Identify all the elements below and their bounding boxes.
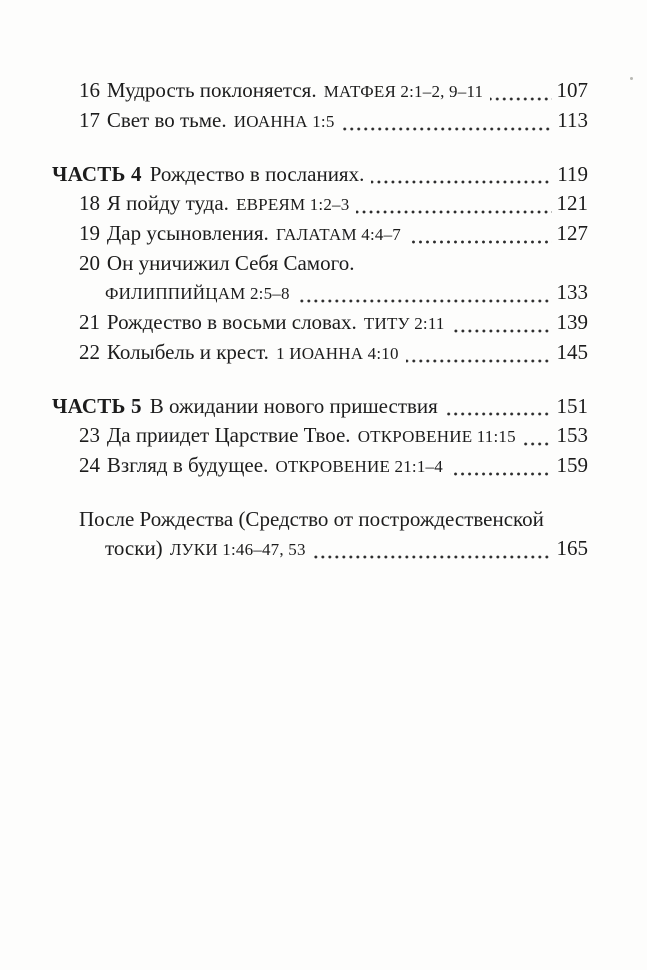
part-label: ЧАСТЬ 4 — [52, 162, 142, 186]
page-number: 133 — [556, 280, 588, 304]
toc-entry-chapter-19 — [52, 219, 588, 249]
page-number: 127 — [556, 221, 588, 245]
part-title: В ожидании нового пришествия — [149, 394, 438, 418]
chapter-number: 19 — [79, 221, 100, 245]
dot-leader — [445, 412, 552, 416]
dot-leader — [313, 555, 552, 559]
scripture-reference: ТИТУ 2:11 — [363, 314, 445, 333]
chapter-number: 17 — [79, 108, 100, 132]
toc-entry-chapter-22 — [52, 338, 588, 368]
entry-title: После Рождества (Средство от построждественской — [79, 507, 544, 531]
dot-leader — [523, 442, 552, 446]
page-number: 153 — [556, 423, 588, 447]
page-number: 119 — [557, 162, 588, 186]
page-number: 165 — [556, 536, 588, 560]
chapter-title: Я пойду туда. — [106, 191, 229, 215]
page-number: 121 — [556, 191, 588, 215]
scripture-reference: ГАЛАТАМ 4:4–7 — [275, 225, 402, 244]
toc-entry-chapter-24 — [52, 451, 588, 481]
scripture-reference: ОТКРОВЕНИЕ 11:15 — [357, 427, 516, 446]
toc-entry-epilogue-continuation — [52, 534, 588, 564]
dot-leader — [408, 240, 551, 244]
toc-entry-chapter-17 — [52, 106, 588, 136]
chapter-title: Взгляд в будущее. — [106, 453, 269, 477]
scripture-reference: ОТКРОВЕНИЕ 21:1–4 — [275, 457, 443, 476]
page-number: 145 — [556, 340, 588, 364]
page-number: 139 — [556, 310, 588, 334]
scripture-reference: МАТФЕЯ 2:1–2, 9–11 — [323, 82, 484, 101]
dot-leader — [356, 210, 551, 214]
chapter-number: 21 — [79, 310, 100, 334]
page-number: 107 — [556, 78, 588, 102]
scripture-reference: ФИЛИППИЙЦАМ 2:5–8 — [105, 284, 290, 303]
scripture-reference: 1 ИОАННА 4:10 — [276, 344, 399, 363]
page-number: 159 — [556, 453, 588, 477]
chapter-title: Дар усыновления. — [106, 221, 269, 245]
scripture-reference: ЛУКИ 1:46–47, 53 — [169, 540, 306, 559]
toc-entry-chapter-20-continuation — [52, 278, 588, 308]
toc-part-heading-4 — [52, 160, 588, 189]
dot-leader — [342, 127, 553, 131]
dot-leader — [452, 329, 552, 333]
toc-part-heading-5 — [52, 392, 588, 421]
toc-entry-chapter-18 — [52, 189, 588, 219]
part-label: ЧАСТЬ 5 — [52, 394, 142, 418]
chapter-title: Рождество в восьми словах. — [106, 310, 357, 334]
toc-entry-chapter-16 — [52, 76, 588, 106]
dot-leader — [371, 180, 552, 184]
page-number: 151 — [556, 394, 588, 418]
chapter-number: 16 — [79, 78, 100, 102]
scripture-reference: ИОАННА 1:5 — [233, 112, 335, 131]
chapter-number: 20 — [79, 251, 100, 275]
dot-leader — [450, 472, 552, 476]
part-title: Рождество в посланиях. — [149, 162, 365, 186]
toc-entry-epilogue — [52, 505, 588, 534]
page-number: 113 — [557, 108, 588, 132]
toc-entry-chapter-20 — [52, 249, 588, 278]
scripture-reference: ЕВРЕЯМ 1:2–3 — [236, 195, 350, 214]
chapter-title: Он уничижил Себя Самого. — [106, 251, 355, 275]
chapter-title: Да приидет Царствие Твое. — [106, 423, 351, 447]
dot-leader — [406, 359, 552, 363]
chapter-title: Колыбель и крест. — [106, 340, 269, 364]
chapter-title: Свет во тьме. — [106, 108, 227, 132]
chapter-number: 18 — [79, 191, 100, 215]
toc-entry-chapter-21 — [52, 308, 588, 338]
chapter-title: Мудрость поклоняется. — [106, 78, 317, 102]
chapter-number: 23 — [79, 423, 100, 447]
dot-leader — [297, 299, 552, 303]
toc-entry-chapter-23 — [52, 421, 588, 451]
scan-speck — [630, 77, 633, 80]
chapter-number: 24 — [79, 453, 100, 477]
chapter-number: 22 — [79, 340, 100, 364]
entry-title-continued: тоски) — [105, 536, 163, 560]
dot-leader — [490, 97, 551, 101]
